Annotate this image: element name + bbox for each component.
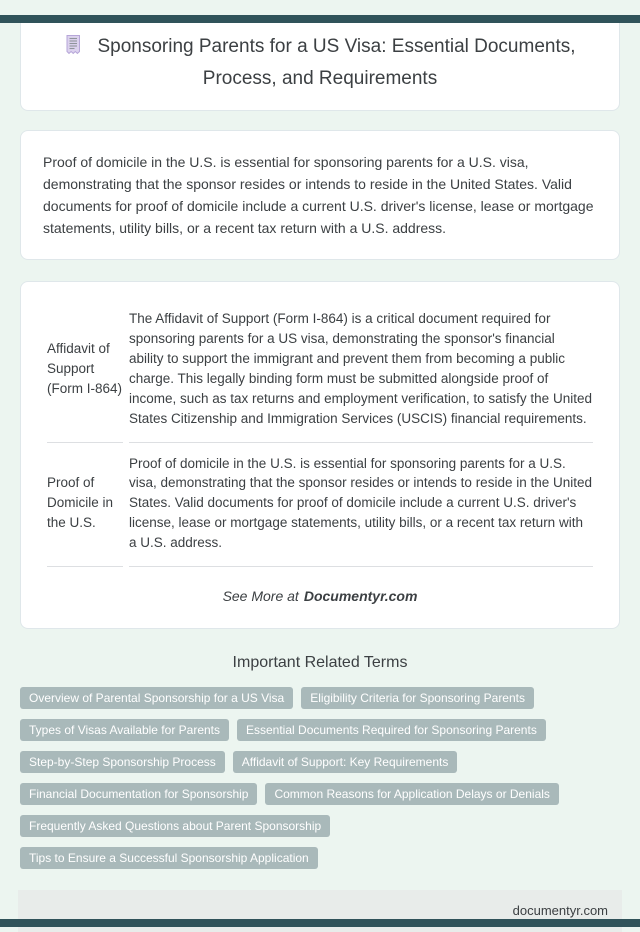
see-more-text: See More at [222, 587, 299, 604]
term-definition: The Affidavit of Support (Form I-864) is a critical document required for sponsoring parents for a US visa, demonstrating the sponsor's financial ability to support the immigrant and prevent them from becoming a public charge. This legally binding form must be submitted alongside proof of income, such as tax returns and employment verification, to satisfy the United States Citizenship and Immigration Services (USCIS) financial requirements. [129, 298, 593, 442]
definitions-card [20, 281, 620, 628]
page-title: Sponsoring Parents for a US Visa: Essential Documents, Process, and Requirements [97, 36, 576, 89]
tag-row [20, 719, 620, 741]
see-more-line [41, 588, 599, 604]
tag-row [20, 783, 620, 805]
intro-card [20, 130, 620, 260]
term-label: Affidavit of Support (Form I-864) [47, 298, 123, 442]
related-term-tag[interactable]: Tips to Ensure a Successful Sponsorship Application [20, 847, 318, 869]
footer-site-link[interactable]: documentyr.com [512, 903, 608, 919]
table-row [47, 298, 593, 442]
intro-text: Proof of domicile in the U.S. is essential for sponsoring parents for a U.S. visa, demonstrating that the sponsor resides or intends to reside in the United States. Valid documents for proof of domicile include a current U.S. driver's license, lease or mortgage statements, utility bills, or a recent tax return with a U.S. address. [43, 154, 594, 237]
term-label: Proof of Domicile in the U.S. [47, 443, 123, 567]
related-term-tag[interactable]: Affidavit of Support: Key Requirements [233, 751, 458, 773]
related-term-tag[interactable]: Frequently Asked Questions about Parent Sponsorship [20, 815, 330, 837]
related-terms-heading: Important Related Terms [232, 653, 408, 671]
related-term-tag[interactable]: Financial Documentation for Sponsorship [20, 783, 257, 805]
tag-row [20, 815, 620, 837]
related-term-tag[interactable]: Step-by-Step Sponsorship Process [20, 751, 225, 773]
related-term-tag[interactable]: Common Reasons for Application Delays or Denials [265, 783, 558, 805]
bottom-accent-bar [0, 919, 640, 927]
term-definition: Proof of domicile in the U.S. is essential for sponsoring parents for a U.S. visa, demonstrating that the sponsor resides or intends to reside in the United States. Valid documents for proof of domicile include a current U.S. driver's license, lease or mortgage statements, utility bills, or a recent tax return with a U.S. address. [129, 443, 593, 567]
title-card [20, 15, 620, 111]
top-accent-bar [0, 15, 640, 23]
tag-row [20, 751, 620, 773]
related-term-tag[interactable]: Essential Documents Required for Sponsoring Parents [237, 719, 546, 741]
related-term-tag[interactable]: Overview of Parental Sponsorship for a US Visa [20, 687, 293, 709]
related-term-tag[interactable]: Types of Visas Available for Parents [20, 719, 229, 741]
tag-row [20, 847, 620, 869]
related-terms-tags [20, 687, 620, 869]
tag-row [20, 687, 620, 709]
table-row [47, 443, 593, 567]
related-term-tag[interactable]: Eligibility Criteria for Sponsoring Parents [301, 687, 534, 709]
receipt-icon [64, 34, 83, 65]
see-more-brand-link[interactable]: Documentyr.com [303, 587, 418, 604]
terms-table [41, 298, 599, 566]
